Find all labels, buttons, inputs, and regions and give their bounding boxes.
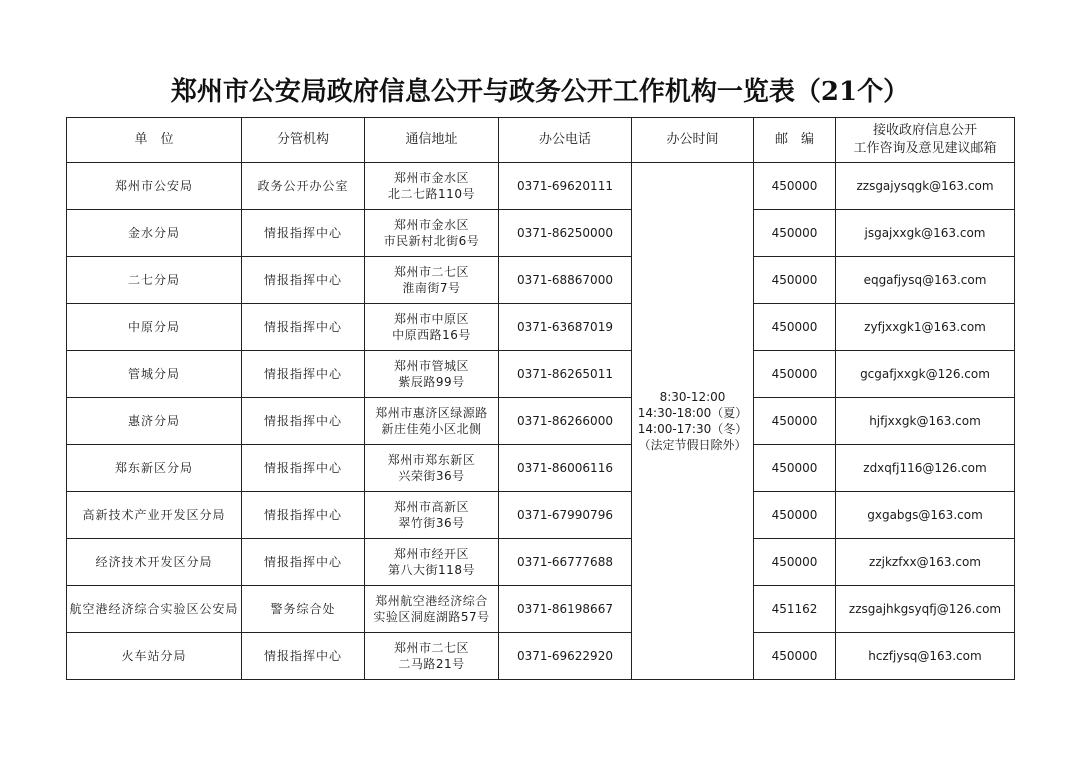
header-unit: 单 位 [67, 118, 242, 163]
cell-zip: 450000 [754, 351, 836, 398]
address-line1: 郑州市中原区 [393, 312, 469, 326]
cell-org: 情报指挥中心 [242, 539, 365, 586]
header-phone: 办公电话 [499, 118, 632, 163]
header-email-line2: 工作咨询及意见建议邮箱 [853, 141, 997, 156]
cell-unit: 管城分局 [67, 351, 242, 398]
office-hours-line2: 14:30-18:00（夏） [637, 406, 748, 420]
address-line2: 新庄佳苑小区北侧 [381, 422, 482, 436]
cell-address [365, 492, 499, 539]
cell-unit: 火车站分局 [67, 633, 242, 680]
cell-address [365, 351, 499, 398]
cell-unit: 航空港经济综合实验区公安局 [67, 586, 242, 633]
table-row [67, 398, 1015, 445]
cell-org: 政务公开办公室 [242, 163, 365, 210]
address-line1: 郑州市高新区 [393, 500, 469, 514]
table-row [67, 586, 1015, 633]
cell-unit: 二七分局 [67, 257, 242, 304]
cell-zip: 450000 [754, 257, 836, 304]
address-line2: 北二七路110号 [388, 187, 475, 201]
cell-phone: 0371-69620111 [499, 163, 632, 210]
cell-address [365, 398, 499, 445]
cell-unit: 中原分局 [67, 304, 242, 351]
address-line1: 郑州市惠济区绿源路 [375, 406, 488, 420]
cell-zip: 450000 [754, 539, 836, 586]
cell-office-hours [632, 163, 754, 680]
cell-org: 情报指挥中心 [242, 257, 365, 304]
office-hours-line1: 8:30-12:00 [659, 390, 726, 404]
address-line2: 实验区洞庭湖路57号 [373, 610, 490, 624]
address-line2: 市民新村北街6号 [383, 234, 480, 248]
address-line2: 二马路21号 [398, 657, 465, 671]
address-line1: 郑州市二七区 [393, 641, 469, 655]
cell-phone: 0371-68867000 [499, 257, 632, 304]
header-email [836, 118, 1015, 163]
cell-zip: 450000 [754, 304, 836, 351]
cell-email: zzjkzfxx@163.com [836, 539, 1015, 586]
header-org: 分管机构 [242, 118, 365, 163]
cell-address [365, 633, 499, 680]
cell-zip: 450000 [754, 633, 836, 680]
cell-org: 情报指挥中心 [242, 633, 365, 680]
cell-org: 情报指挥中心 [242, 492, 365, 539]
agency-table [66, 117, 1015, 680]
address-line2: 紫辰路99号 [398, 375, 465, 389]
cell-email: gcgafjxxgk@126.com [836, 351, 1015, 398]
document-title: 郑州市公安局政府信息公开与政务公开工作机构一览表（21个） [170, 77, 910, 107]
header-email-line1: 接收政府信息公开 [872, 123, 977, 138]
cell-email: zdxqfj116@126.com [836, 445, 1015, 492]
office-hours-line3: 14:00-17:30（冬） [637, 422, 748, 436]
cell-unit: 郑州市公安局 [67, 163, 242, 210]
cell-phone: 0371-86006116 [499, 445, 632, 492]
table-row [67, 257, 1015, 304]
address-line1: 郑州市郑东新区 [387, 453, 476, 467]
cell-address [365, 163, 499, 210]
cell-address [365, 304, 499, 351]
cell-address [365, 539, 499, 586]
cell-org: 情报指挥中心 [242, 210, 365, 257]
cell-org: 警务综合处 [242, 586, 365, 633]
cell-unit: 金水分局 [67, 210, 242, 257]
cell-phone: 0371-86266000 [499, 398, 632, 445]
cell-phone: 0371-69622920 [499, 633, 632, 680]
address-line1: 郑州市经开区 [393, 547, 469, 561]
header-address: 通信地址 [365, 118, 499, 163]
cell-address [365, 445, 499, 492]
cell-org: 情报指挥中心 [242, 445, 365, 492]
cell-org: 情报指挥中心 [242, 398, 365, 445]
cell-org: 情报指挥中心 [242, 304, 365, 351]
cell-address [365, 257, 499, 304]
address-line1: 郑州市管城区 [393, 359, 469, 373]
table-header-row [67, 118, 1015, 163]
cell-unit: 经济技术开发区分局 [67, 539, 242, 586]
cell-phone: 0371-67990796 [499, 492, 632, 539]
address-line2: 中原西路16号 [392, 328, 471, 342]
table-row [67, 492, 1015, 539]
table-row [67, 304, 1015, 351]
address-line1: 郑州航空港经济综合 [375, 594, 488, 608]
cell-zip: 450000 [754, 445, 836, 492]
cell-unit: 惠济分局 [67, 398, 242, 445]
table-row [67, 351, 1015, 398]
cell-email: gxgabgs@163.com [836, 492, 1015, 539]
cell-zip: 450000 [754, 163, 836, 210]
address-line1: 郑州市金水区 [393, 218, 469, 232]
address-line1: 郑州市金水区 [393, 171, 469, 185]
cell-zip: 450000 [754, 210, 836, 257]
cell-email: zzsgajysqgk@163.com [836, 163, 1015, 210]
table-row [67, 633, 1015, 680]
cell-address [365, 210, 499, 257]
address-line2: 兴荣街36号 [398, 469, 465, 483]
cell-zip: 450000 [754, 492, 836, 539]
cell-email: eqgafjysq@163.com [836, 257, 1015, 304]
cell-phone: 0371-86250000 [499, 210, 632, 257]
cell-email: hjfjxxgk@163.com [836, 398, 1015, 445]
cell-org: 情报指挥中心 [242, 351, 365, 398]
address-line2: 第八大街118号 [388, 563, 475, 577]
table-row [67, 163, 1015, 210]
address-line1: 郑州市二七区 [393, 265, 469, 279]
cell-unit: 高新技术产业开发区分局 [67, 492, 242, 539]
cell-zip: 450000 [754, 398, 836, 445]
header-hours: 办公时间 [632, 118, 754, 163]
cell-email: jsgajxxgk@163.com [836, 210, 1015, 257]
cell-phone: 0371-86198667 [499, 586, 632, 633]
cell-phone: 0371-63687019 [499, 304, 632, 351]
office-hours-line4: （法定节假日除外） [638, 438, 747, 452]
cell-address [365, 586, 499, 633]
cell-unit: 郑东新区分局 [67, 445, 242, 492]
table-row [67, 539, 1015, 586]
cell-phone: 0371-66777688 [499, 539, 632, 586]
address-line2: 淮南街7号 [402, 281, 461, 295]
cell-zip: 451162 [754, 586, 836, 633]
cell-phone: 0371-86265011 [499, 351, 632, 398]
table-row [67, 445, 1015, 492]
header-zip: 邮 编 [754, 118, 836, 163]
cell-email: zzsgajhkgsyqfj@126.com [836, 586, 1015, 633]
cell-email: zyfjxxgk1@163.com [836, 304, 1015, 351]
cell-email: hczfjysq@163.com [836, 633, 1015, 680]
address-line2: 翠竹街36号 [398, 516, 465, 530]
table-row [67, 210, 1015, 257]
